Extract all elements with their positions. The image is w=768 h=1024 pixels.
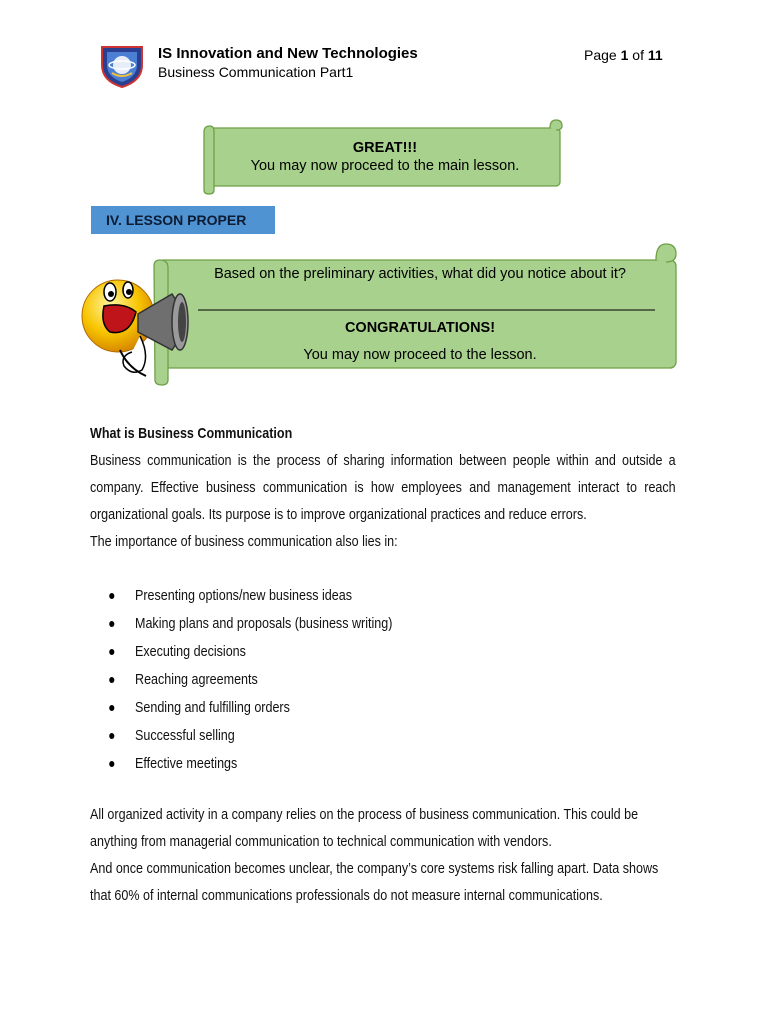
paragraph-importance-intro: The importance of business communication also lies in: [90, 534, 398, 550]
list-item: Making plans and proposals (business writing) [135, 610, 651, 638]
list-item: Reaching agreements [135, 666, 651, 694]
banner-main-text: You may now proceed to the lesson. [303, 347, 537, 363]
page-word: Page [584, 47, 617, 63]
banner-top-text: You may now proceed to the main lesson. [250, 158, 520, 174]
list-item: Sending and fulfilling orders [135, 694, 651, 722]
scroll-banner-main [150, 238, 680, 388]
importance-list [135, 582, 651, 778]
banner-top-title: GREAT!!! [352, 140, 418, 156]
page-total: 11 [647, 47, 663, 63]
paragraph-definition: Business communication is the process of sharing information between people within and outside a company. Effective business communication is how employees and management interact to reach organizational goals. Its purpose is to improve organizational practices and reduce errors. [90, 453, 676, 523]
list-item: Effective meetings [135, 750, 651, 778]
shouting-megaphone-icon [80, 266, 205, 386]
section-heading: What is Business Communication [90, 426, 293, 442]
paragraph-unclear-communication: And once communication becomes unclear, the company’s core systems risk falling apart. Data shows that 60% of internal communications professionals do not measure internal communications. [90, 861, 659, 904]
banner-main-title: CONGRATULATIONS! [344, 320, 496, 336]
list-item: Successful selling [135, 722, 651, 750]
banner-main-question: Based on the preliminary activities, what did you notice about it? [214, 266, 626, 282]
lesson-proper-tag: IV. LESSON PROPER [91, 206, 275, 234]
page-indicator [584, 47, 663, 63]
list-item: Executing decisions [135, 638, 651, 666]
course-subtitle: Business Communication Part1 [158, 64, 354, 80]
page-of: of [632, 47, 644, 63]
course-title: IS Innovation and New Technologies [158, 45, 418, 62]
paragraph-organized-activity: All organized activity in a company relies on the process of business communication. This could be anything from managerial communication to technical communication with vendors. [90, 807, 639, 850]
school-logo [98, 43, 146, 89]
list-item: Presenting options/new business ideas [135, 582, 651, 610]
page-current: 1 [620, 47, 629, 63]
